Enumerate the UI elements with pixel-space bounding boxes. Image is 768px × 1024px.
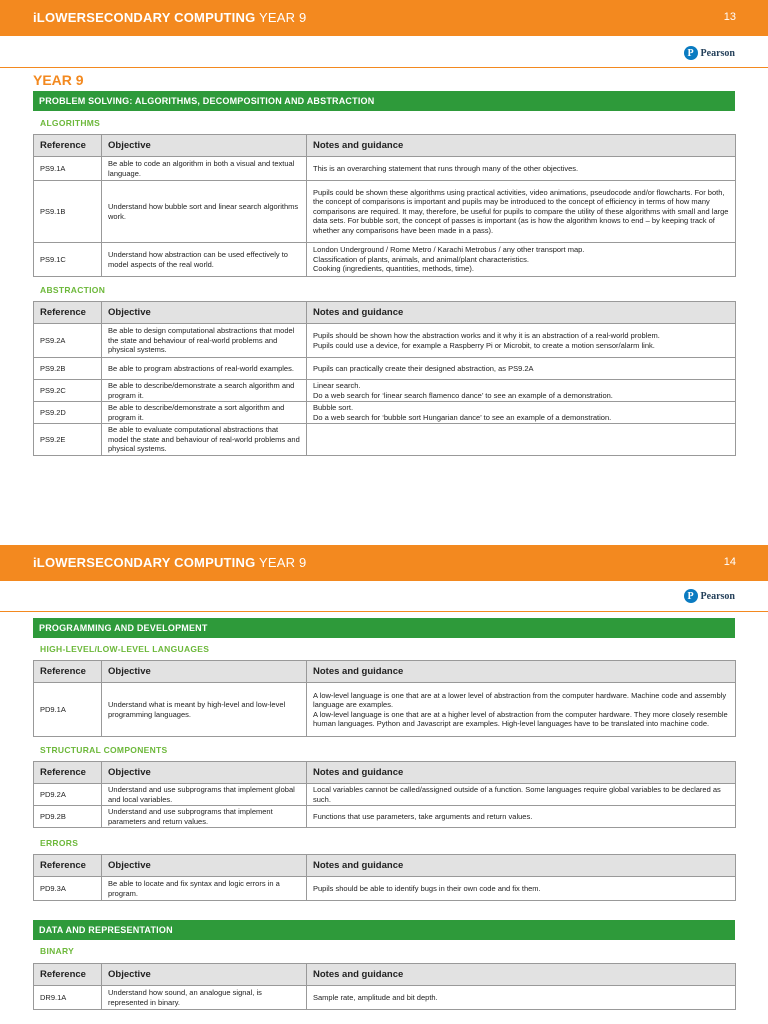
table-row: PD9.1A Understand what is meant by high-level and low-level programming languages. A low-level language is one that are at a lower level of abstraction from the computer hardware. Machine code and assembly language are examples. A low-level language is one that are at a higher level of abstraction from the computer hardware. They more closely resemble human languages. Python and Javascript are examples. High-level languages have to be translated into machine code. — [34, 683, 736, 737]
subsection-heading: BINARY — [40, 946, 75, 956]
page-header-band — [0, 545, 768, 581]
table-row: PS9.2A Be able to design computational abstractions that model the state and behaviour of real-world problems and physical systems. Pupils should be shown how the abstraction works and it why it is an abstraction of a real-world problem. Pupils could use a device, for example a Raspberry Pi or Microbit, to create a motion sensor/alarm link. — [34, 324, 736, 358]
table-row: PD9.2A Understand and use subprograms that implement global and local variables. Local variables cannot be called/assigned outside of a function. Some languages require global variables to be declared as such. — [34, 784, 736, 806]
subsection-heading: HIGH-LEVEL/LOW-LEVEL LANGUAGES — [40, 644, 210, 654]
table-row: PD9.3A Be able to locate and fix syntax and logic errors in a program. Pupils should be able to identify bugs in their own code and fix them. — [34, 877, 736, 901]
year-heading: YEAR 9 — [33, 72, 84, 88]
header-rule — [0, 611, 768, 612]
header-title: iLOWERSECONDARY COMPUTING YEAR 9 — [33, 10, 307, 25]
table-row: PS9.2B Be able to program abstractions of real-world examples. Pupils can practically create their designed abstraction, as PS9.2A — [34, 358, 736, 380]
table-row: PS9.2E Be able to evaluate computational abstractions that model the state and behaviour of real-world problems and physical systems. — [34, 424, 736, 456]
objectives-table — [33, 134, 736, 277]
subsection-heading: ERRORS — [40, 838, 79, 848]
subsection-heading: ALGORITHMS — [40, 118, 101, 128]
section-heading: DATA AND REPRESENTATION — [33, 920, 735, 940]
table-header-row: Reference Objective Notes and guidance — [34, 855, 736, 877]
pearson-mark-icon: P — [684, 46, 698, 60]
table-row: DR9.1A Understand how sound, an analogue signal, is represented in binary. Sample rate, amplitude and bit depth. — [34, 986, 736, 1010]
table-row: PD9.2B Understand and use subprograms that implement parameters and return values. Functions that use parameters, take arguments and return values. — [34, 806, 736, 828]
page-number: 14 — [723, 556, 736, 568]
table-header-row: Reference Objective Notes and guidance — [34, 762, 736, 784]
table-row: PS9.1C Understand how abstraction can be used effectively to model aspects of the real world. London Underground / Rome Metro / Karachi Metrobus / any other transport map. Classification of plants, animals, and animal/plant characteristics. Cooking (ingredients, quantities, methods, time). — [34, 243, 736, 277]
table-header-row: Reference Objective Notes and guidance — [34, 661, 736, 683]
table-header-row: Reference Objective Notes and guidance — [34, 964, 736, 986]
objectives-table — [33, 301, 736, 456]
header-rule — [0, 67, 768, 68]
table-row: PS9.1A Be able to code an algorithm in both a visual and textual language. This is an overarching statement that runs through many of the other objectives. — [34, 157, 736, 181]
table-row: PS9.1B Understand how bubble sort and linear search algorithms work. Pupils could be shown these algorithms using practical activities, video animations, pseudocode and/or flowcharts. For both, the concept of comparisons is important and pupils may be introduced to the concept of efficiency in terms of how many comparisons are required. It may, therefore, be useful for pupils to compare the utility of these algorithms with small and large data sets. For bubble sort, the concept of passes is important (as is how the algorithm knows to end – by keeping track of whether any comparisons have been made in a pass). — [34, 181, 736, 243]
header-title: iLOWERSECONDARY COMPUTING YEAR 9 — [33, 555, 307, 570]
objectives-table — [33, 963, 736, 1010]
table-header-row: Reference Objective Notes and guidance — [34, 135, 736, 157]
pearson-mark-icon: P — [684, 589, 698, 603]
table-row: PS9.2D Be able to describe/demonstrate a sort algorithm and program it. Bubble sort. Do a web search for ‘bubble sort Hungarian dance’ to see an example of a demonstration. — [34, 402, 736, 424]
page-number: 13 — [723, 11, 736, 23]
section-heading: PROBLEM SOLVING: ALGORITHMS, DECOMPOSITION AND ABSTRACTION — [33, 91, 735, 111]
objectives-table — [33, 854, 736, 901]
objectives-table — [33, 660, 736, 737]
subsection-heading: ABSTRACTION — [40, 285, 106, 295]
pearson-logo: P Pearson — [684, 46, 735, 60]
objectives-table — [33, 761, 736, 828]
table-header-row: Reference Objective Notes and guidance — [34, 302, 736, 324]
page-header-band — [0, 0, 768, 36]
table-row: PS9.2C Be able to describe/demonstrate a search algorithm and program it. Linear search. Do a web search for ‘linear search flamenco dance’ to see an example of a demonstration. — [34, 380, 736, 402]
subsection-heading: STRUCTURAL COMPONENTS — [40, 745, 168, 755]
pearson-logo: P Pearson — [684, 589, 735, 603]
section-heading: PROGRAMMING AND DEVELOPMENT — [33, 618, 735, 638]
